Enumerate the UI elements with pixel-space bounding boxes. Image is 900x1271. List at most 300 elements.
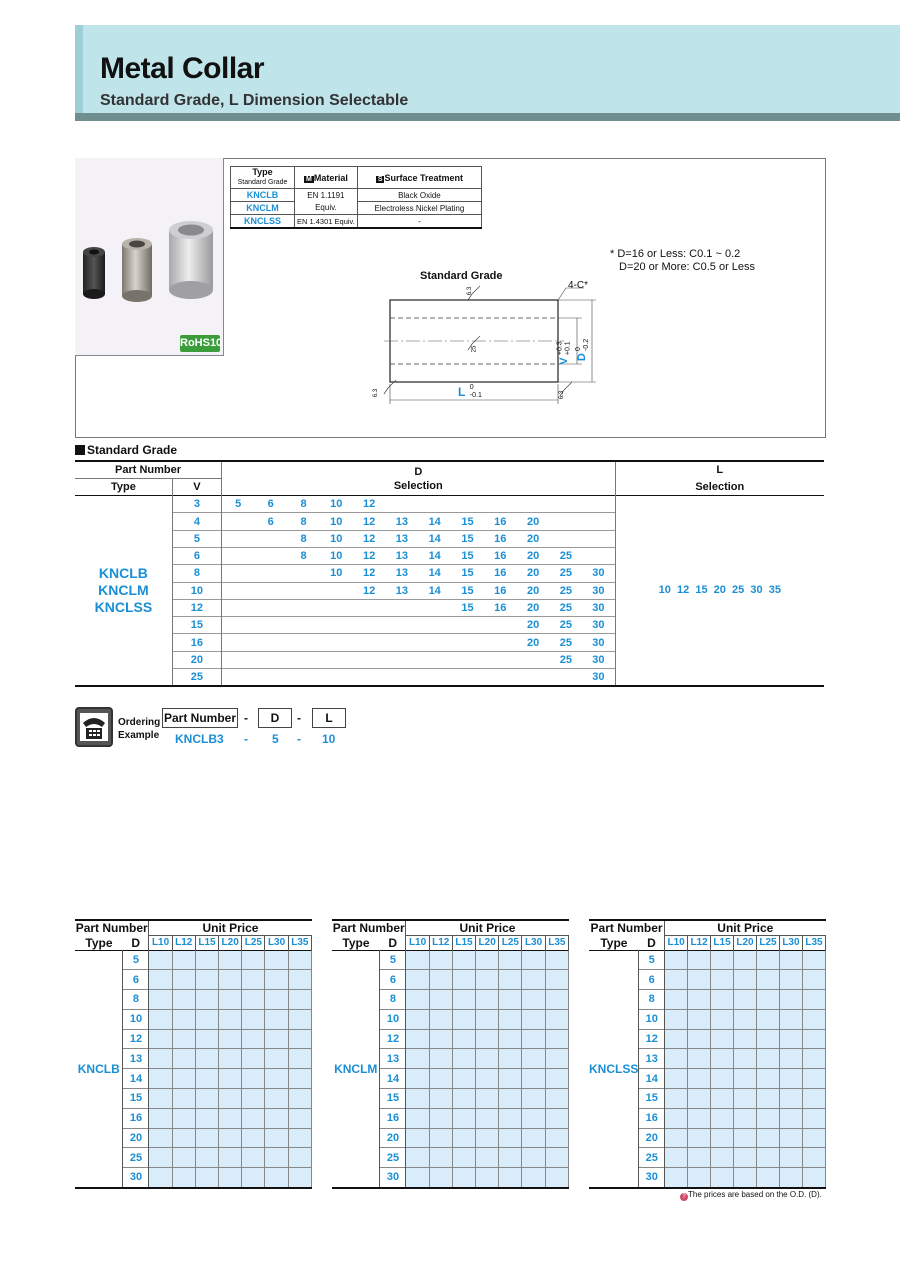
price-cell[interactable] <box>265 1128 288 1148</box>
price-cell[interactable] <box>195 1148 218 1168</box>
price-cell[interactable] <box>757 990 780 1010</box>
d-cell: 12 <box>362 584 376 597</box>
price-cell[interactable] <box>476 970 499 990</box>
price-cell[interactable] <box>429 1108 452 1128</box>
price-cell[interactable] <box>522 1089 545 1109</box>
price-cell[interactable] <box>288 1148 311 1168</box>
price-cell[interactable] <box>545 1168 568 1188</box>
price-cell[interactable] <box>802 950 825 970</box>
price-cell[interactable] <box>688 1049 711 1069</box>
price-cell[interactable] <box>452 1148 475 1168</box>
price-cell[interactable] <box>265 1089 288 1109</box>
h-d: D <box>123 936 149 951</box>
price-cell[interactable] <box>802 1009 825 1029</box>
price-cell[interactable] <box>688 990 711 1010</box>
price-cell[interactable] <box>429 1049 452 1069</box>
price-cell[interactable] <box>734 1108 757 1128</box>
d-cell: 12 <box>362 498 376 511</box>
price-cell[interactable] <box>711 1128 734 1148</box>
price-cell[interactable] <box>476 1128 499 1148</box>
price-cell[interactable] <box>172 1009 195 1029</box>
price-cell[interactable] <box>219 1128 242 1148</box>
price-cell[interactable] <box>172 1089 195 1109</box>
price-cell[interactable] <box>195 990 218 1010</box>
price-cell[interactable] <box>288 950 311 970</box>
price-cell[interactable] <box>757 970 780 990</box>
d-cell: 8 <box>300 498 307 511</box>
price-cell[interactable] <box>711 950 734 970</box>
price-cell[interactable] <box>711 1108 734 1128</box>
price-cell[interactable] <box>545 1089 568 1109</box>
price-cell[interactable] <box>665 1108 688 1128</box>
d-cell <box>484 617 517 634</box>
price-cell[interactable] <box>734 950 757 970</box>
price-cell[interactable] <box>779 1168 802 1188</box>
price-d-cell: 13 <box>123 1049 149 1069</box>
price-d-cell: 16 <box>639 1108 665 1128</box>
price-cell[interactable] <box>149 1009 172 1029</box>
price-cell[interactable] <box>802 990 825 1010</box>
price-cell[interactable] <box>195 1089 218 1109</box>
price-cell[interactable] <box>265 1108 288 1128</box>
price-cell[interactable] <box>711 1049 734 1069</box>
price-cell[interactable] <box>522 990 545 1010</box>
price-cell[interactable] <box>711 1148 734 1168</box>
price-cell[interactable] <box>499 970 522 990</box>
price-cell[interactable] <box>288 1108 311 1128</box>
price-cell[interactable] <box>195 1009 218 1029</box>
price-cell[interactable] <box>149 950 172 970</box>
price-cell[interactable] <box>195 1108 218 1128</box>
price-cell[interactable] <box>406 1128 429 1148</box>
price-cell[interactable] <box>242 970 265 990</box>
price-cell[interactable] <box>688 950 711 970</box>
price-cell[interactable] <box>665 1049 688 1069</box>
price-cell[interactable] <box>172 1128 195 1148</box>
price-cell[interactable] <box>476 1009 499 1029</box>
price-cell[interactable] <box>522 1108 545 1128</box>
price-cell[interactable] <box>734 1168 757 1188</box>
price-table <box>589 919 826 1189</box>
price-cell[interactable] <box>195 1168 218 1188</box>
price-cell[interactable] <box>219 1089 242 1109</box>
price-cell[interactable] <box>757 1069 780 1089</box>
price-cell[interactable] <box>288 1049 311 1069</box>
price-cell[interactable] <box>757 1009 780 1029</box>
price-cell[interactable] <box>452 1049 475 1069</box>
d-cell: 15 <box>461 550 474 563</box>
price-cell[interactable] <box>802 970 825 990</box>
price-cell[interactable] <box>522 1029 545 1049</box>
material-icon: M <box>305 175 312 183</box>
price-cell[interactable] <box>429 990 452 1010</box>
price-cell[interactable] <box>476 990 499 1010</box>
price-cell[interactable] <box>406 950 429 970</box>
price-cell[interactable] <box>195 970 218 990</box>
price-cell[interactable] <box>265 1049 288 1069</box>
price-cell[interactable] <box>545 1069 568 1089</box>
price-cell[interactable] <box>665 1009 688 1029</box>
price-cell[interactable] <box>688 1128 711 1148</box>
price-cell[interactable] <box>288 990 311 1010</box>
price-cell[interactable] <box>452 1069 475 1089</box>
price-cell[interactable] <box>757 1128 780 1148</box>
price-cell[interactable] <box>522 1009 545 1029</box>
price-cell[interactable] <box>452 1009 475 1029</box>
price-cell[interactable] <box>406 1089 429 1109</box>
d-cell <box>353 669 386 686</box>
price-cell[interactable] <box>406 1069 429 1089</box>
price-cell[interactable] <box>757 1168 780 1188</box>
page-title: Metal Collar <box>100 52 265 85</box>
price-cell[interactable] <box>522 1128 545 1148</box>
price-cell[interactable] <box>802 1069 825 1089</box>
price-cell[interactable] <box>429 1029 452 1049</box>
price-cell[interactable] <box>688 1069 711 1089</box>
price-cell[interactable] <box>429 1128 452 1148</box>
header-accent <box>75 25 83 115</box>
price-cell[interactable] <box>429 1089 452 1109</box>
price-cell[interactable] <box>406 990 429 1010</box>
d-cell <box>287 651 320 668</box>
price-cell[interactable] <box>688 1108 711 1128</box>
price-cell[interactable] <box>779 990 802 1010</box>
d-cell: 10 <box>330 532 343 545</box>
price-cell[interactable] <box>522 1069 545 1089</box>
price-cell[interactable] <box>452 1089 475 1109</box>
price-cell[interactable] <box>734 1049 757 1069</box>
price-cell[interactable] <box>545 1009 568 1029</box>
price-cell[interactable] <box>242 1108 265 1128</box>
price-cell[interactable] <box>406 1168 429 1188</box>
price-cell[interactable] <box>688 1029 711 1049</box>
price-cell[interactable] <box>688 1148 711 1168</box>
price-cell[interactable] <box>757 1049 780 1069</box>
price-cell[interactable] <box>149 1108 172 1128</box>
d-cell <box>549 513 582 530</box>
price-cell[interactable] <box>429 1148 452 1168</box>
price-cell[interactable] <box>545 1049 568 1069</box>
price-cell[interactable] <box>779 1069 802 1089</box>
price-cell[interactable] <box>242 1089 265 1109</box>
price-cell[interactable] <box>779 1089 802 1109</box>
price-cell[interactable] <box>265 1168 288 1188</box>
price-cell[interactable] <box>665 1148 688 1168</box>
price-cell[interactable] <box>149 1029 172 1049</box>
price-cell[interactable] <box>779 1128 802 1148</box>
price-cell[interactable] <box>288 1009 311 1029</box>
d-cell <box>320 634 353 651</box>
price-cell[interactable] <box>665 990 688 1010</box>
d-cell <box>320 669 353 686</box>
price-cell[interactable] <box>734 1029 757 1049</box>
price-cell[interactable] <box>665 970 688 990</box>
price-cell[interactable] <box>734 1128 757 1148</box>
price-cell[interactable] <box>688 1009 711 1029</box>
price-cell[interactable] <box>476 1168 499 1188</box>
price-cell[interactable] <box>499 1089 522 1109</box>
d-cell: 30 <box>582 617 615 634</box>
price-cell[interactable] <box>288 1029 311 1049</box>
price-d-cell: 30 <box>639 1168 665 1188</box>
price-cell[interactable] <box>242 990 265 1010</box>
price-cell[interactable] <box>429 1168 452 1188</box>
price-cell[interactable] <box>149 1148 172 1168</box>
price-cell[interactable] <box>265 990 288 1010</box>
price-cell[interactable] <box>499 1009 522 1029</box>
price-cell[interactable] <box>802 1168 825 1188</box>
d-cell: 25 <box>559 653 572 666</box>
price-cell[interactable] <box>172 1069 195 1089</box>
price-cell[interactable] <box>802 1128 825 1148</box>
price-cell[interactable] <box>734 1009 757 1029</box>
price-cell[interactable] <box>242 1009 265 1029</box>
price-cell[interactable] <box>195 1069 218 1089</box>
price-cell[interactable] <box>522 1168 545 1188</box>
price-cell[interactable] <box>149 1128 172 1148</box>
price-cell[interactable] <box>219 1108 242 1128</box>
price-cell[interactable] <box>499 1128 522 1148</box>
price-cell[interactable] <box>452 990 475 1010</box>
price-cell[interactable] <box>476 950 499 970</box>
price-cell[interactable] <box>195 1128 218 1148</box>
price-cell[interactable] <box>406 1049 429 1069</box>
price-cell[interactable] <box>406 1009 429 1029</box>
ordering-label-2: Example <box>118 730 160 741</box>
v-cell: 15 <box>172 617 221 634</box>
price-cell[interactable] <box>545 990 568 1010</box>
price-cell[interactable] <box>288 1128 311 1148</box>
h-type: Type <box>342 935 370 950</box>
price-cell[interactable] <box>172 950 195 970</box>
price-cell[interactable] <box>242 1168 265 1188</box>
price-cell[interactable] <box>711 1009 734 1029</box>
price-cell[interactable] <box>172 970 195 990</box>
price-cell[interactable] <box>779 1148 802 1168</box>
price-cell[interactable] <box>476 1029 499 1049</box>
price-cell[interactable] <box>195 950 218 970</box>
v-cell: 5 <box>172 530 221 547</box>
price-cell[interactable] <box>172 1168 195 1188</box>
price-cell[interactable] <box>242 1148 265 1168</box>
price-cell[interactable] <box>688 1168 711 1188</box>
price-cell[interactable] <box>779 1029 802 1049</box>
price-cell[interactable] <box>149 990 172 1010</box>
price-cell[interactable] <box>545 950 568 970</box>
price-cell[interactable] <box>711 970 734 990</box>
price-cell[interactable] <box>452 1128 475 1148</box>
price-cell[interactable] <box>757 950 780 970</box>
price-cell[interactable] <box>757 1108 780 1128</box>
price-cell[interactable] <box>452 1029 475 1049</box>
price-cell[interactable] <box>545 1029 568 1049</box>
d-tol-lower: -0.2 <box>583 338 591 351</box>
price-cell[interactable] <box>265 1009 288 1029</box>
price-cell[interactable] <box>802 1108 825 1128</box>
price-cell[interactable] <box>288 1069 311 1089</box>
price-cell[interactable] <box>429 1009 452 1029</box>
price-cell[interactable] <box>499 1029 522 1049</box>
price-cell[interactable] <box>406 1108 429 1128</box>
d-cell: 16 <box>494 515 507 528</box>
price-cell[interactable] <box>476 1148 499 1168</box>
price-cell[interactable] <box>545 970 568 990</box>
price-cell[interactable] <box>219 970 242 990</box>
price-cell[interactable] <box>288 1168 311 1188</box>
price-cell[interactable] <box>802 1029 825 1049</box>
price-cell[interactable] <box>779 950 802 970</box>
d-cell: 20 <box>526 584 540 597</box>
d-cell <box>386 634 419 651</box>
price-cell[interactable] <box>406 1029 429 1049</box>
price-cell[interactable] <box>149 1049 172 1069</box>
d-cell <box>386 651 419 668</box>
price-cell[interactable] <box>734 990 757 1010</box>
section-title-text: Standard Grade <box>87 443 178 457</box>
price-cell[interactable] <box>149 1168 172 1188</box>
price-cell[interactable] <box>734 1089 757 1109</box>
price-cell[interactable] <box>522 1148 545 1168</box>
price-cell[interactable] <box>545 1148 568 1168</box>
price-cell[interactable] <box>219 1009 242 1029</box>
price-cell[interactable] <box>265 1069 288 1089</box>
price-d-cell: 6 <box>380 970 406 990</box>
price-cell[interactable] <box>476 1069 499 1089</box>
price-cell[interactable] <box>711 1069 734 1089</box>
price-cell[interactable] <box>406 1148 429 1168</box>
product-photo <box>75 158 224 356</box>
price-cell[interactable] <box>802 1089 825 1109</box>
price-cell[interactable] <box>172 1029 195 1049</box>
price-cell[interactable] <box>242 1029 265 1049</box>
price-cell[interactable] <box>429 1069 452 1089</box>
price-row <box>332 950 569 970</box>
price-cell[interactable] <box>195 1049 218 1069</box>
price-cell[interactable] <box>265 1029 288 1049</box>
price-cell[interactable] <box>779 1049 802 1069</box>
price-cell[interactable] <box>452 970 475 990</box>
d-cell: 8 <box>300 550 307 563</box>
price-cell[interactable] <box>757 1089 780 1109</box>
price-cell[interactable] <box>802 1148 825 1168</box>
price-cell[interactable] <box>734 970 757 990</box>
d-cell: 15 <box>461 567 474 580</box>
price-cell[interactable] <box>734 1148 757 1168</box>
price-cell[interactable] <box>711 1168 734 1188</box>
price-cell[interactable] <box>265 1148 288 1168</box>
price-cell[interactable] <box>219 1148 242 1168</box>
price-cell[interactable] <box>779 970 802 990</box>
price-cell[interactable] <box>711 1089 734 1109</box>
price-cell[interactable] <box>711 1029 734 1049</box>
price-cell[interactable] <box>665 1069 688 1089</box>
price-cell[interactable] <box>242 1049 265 1069</box>
price-cell[interactable] <box>429 970 452 990</box>
price-cell[interactable] <box>288 1089 311 1109</box>
price-cell[interactable] <box>219 1168 242 1188</box>
price-cell[interactable] <box>149 970 172 990</box>
price-cell[interactable] <box>802 1049 825 1069</box>
price-cell[interactable] <box>219 990 242 1010</box>
price-cell[interactable] <box>545 1128 568 1148</box>
price-cell[interactable] <box>452 1108 475 1128</box>
price-row <box>589 950 826 970</box>
price-cell[interactable] <box>665 1128 688 1148</box>
price-cell[interactable] <box>476 1108 499 1128</box>
price-cell[interactable] <box>757 1029 780 1049</box>
h-l-col: L12 <box>172 936 195 951</box>
price-cell[interactable] <box>665 950 688 970</box>
price-cell[interactable] <box>711 990 734 1010</box>
price-cell[interactable] <box>734 1069 757 1089</box>
price-cell[interactable] <box>757 1148 780 1168</box>
d-cell: 25 <box>559 619 572 632</box>
h-d-label: D <box>414 465 423 478</box>
h-unit-price: Unit Price <box>406 920 569 936</box>
price-cell[interactable] <box>499 1148 522 1168</box>
ordering-d-value: 5 <box>272 732 279 746</box>
h-l-col: L10 <box>665 936 688 951</box>
price-cell[interactable] <box>665 1168 688 1188</box>
h-l-col: L15 <box>195 936 218 951</box>
price-cell[interactable] <box>452 950 475 970</box>
price-cell[interactable] <box>499 1168 522 1188</box>
price-cell[interactable] <box>522 950 545 970</box>
price-cell[interactable] <box>242 950 265 970</box>
price-cell[interactable] <box>545 1108 568 1128</box>
d-cell: 12 <box>362 550 376 563</box>
price-cell[interactable] <box>688 1089 711 1109</box>
price-cell[interactable] <box>665 1029 688 1049</box>
price-cell[interactable] <box>665 1089 688 1109</box>
price-cell[interactable] <box>219 1069 242 1089</box>
price-cell[interactable] <box>242 1069 265 1089</box>
price-cell[interactable] <box>476 1089 499 1109</box>
price-cell[interactable] <box>195 1029 218 1049</box>
price-cell[interactable] <box>779 1009 802 1029</box>
price-cell[interactable] <box>452 1168 475 1188</box>
price-cell[interactable] <box>499 1069 522 1089</box>
h-l-col: L30 <box>779 936 802 951</box>
price-cell[interactable] <box>172 1148 195 1168</box>
price-cell[interactable] <box>522 1049 545 1069</box>
price-cell[interactable] <box>219 950 242 970</box>
price-cell[interactable] <box>499 950 522 970</box>
price-cell[interactable] <box>149 1069 172 1089</box>
price-cell[interactable] <box>429 950 452 970</box>
h-type: Type <box>75 478 172 495</box>
price-cell[interactable] <box>288 970 311 990</box>
price-cell[interactable] <box>499 1049 522 1069</box>
price-cell[interactable] <box>219 1049 242 1069</box>
price-cell[interactable] <box>172 1108 195 1128</box>
price-cell[interactable] <box>265 970 288 990</box>
price-cell[interactable] <box>172 1049 195 1069</box>
price-cell[interactable] <box>406 970 429 990</box>
price-cell[interactable] <box>499 990 522 1010</box>
price-cell[interactable] <box>476 1049 499 1069</box>
price-cell[interactable] <box>688 970 711 990</box>
v-cell: 25 <box>172 669 221 686</box>
price-cell[interactable] <box>149 1089 172 1109</box>
price-cell[interactable] <box>779 1108 802 1128</box>
price-cell[interactable] <box>522 970 545 990</box>
price-cell[interactable] <box>172 990 195 1010</box>
price-cell[interactable] <box>265 950 288 970</box>
price-cell[interactable] <box>242 1128 265 1148</box>
price-cell[interactable] <box>499 1108 522 1128</box>
price-cell[interactable] <box>219 1029 242 1049</box>
